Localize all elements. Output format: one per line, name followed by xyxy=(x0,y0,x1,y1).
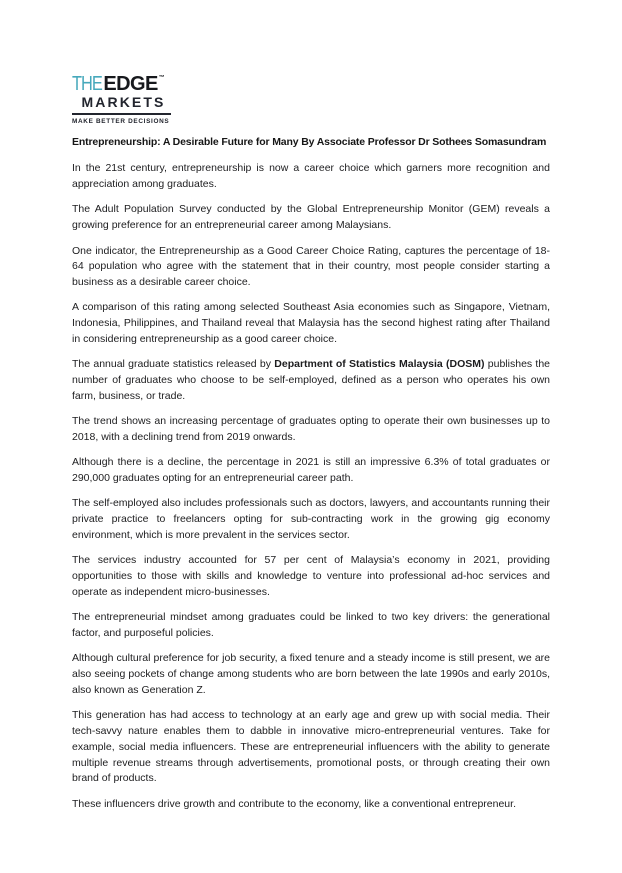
logo-edge-text: EDGE xyxy=(103,73,158,95)
logo-tagline: MAKE BETTER DECISIONS xyxy=(72,118,170,126)
paragraph-text-run: One indicator, the Entrepreneurship as a Good Career Choice Rating, captures the percentage of 18-64 population who agree with the statement that in their country, most people consider starting a business as a desirable career choice. xyxy=(72,244,550,289)
paragraph xyxy=(72,708,550,787)
article-title: Entrepreneurship: A Desirable Future for Many By Associate Professor Dr Sothees Somasundram xyxy=(72,136,547,149)
logo-divider xyxy=(72,113,171,115)
logo-trademark-symbol: ™ xyxy=(158,75,165,81)
paragraph-text-run: This generation has had access to technology at an early age and grew up with social media. Their tech-savvy nature enables them to dabble in innovative micro-entrepreneurial ventures. Take for example, social media influencers. These are entrepreneurial influencers with the ability to generate multiple revenue streams through advertisements, promotional posts, or through creating their own brand of products. xyxy=(72,709,550,785)
paragraph xyxy=(72,455,550,487)
paragraph-text-run: The annual graduate statistics released by xyxy=(72,358,275,371)
article-body xyxy=(72,161,550,812)
paragraph xyxy=(72,651,550,698)
paragraph xyxy=(72,300,550,347)
logo-markets-text: MARKETS xyxy=(81,94,166,110)
paragraph-text-run: A comparison of this rating among selected Southeast Asia economies such as Singapore, Vietnam, Indonesia, Philippines, and Thailand reveal that Malaysia has the second highest rating after Thailand in considering entrepreneurship as a good career choice. xyxy=(72,301,550,346)
paragraph-text-run: Although cultural preference for job security, a fixed tenure and a steady income is still present, we are also seeing pockets of change among students who are born between the late 1990s and early 2010s, also known as Generation Z. xyxy=(72,652,550,696)
paragraph-text-run: These influencers drive growth and contribute to the economy, like a conventional entrepreneur. xyxy=(72,797,516,810)
paragraph xyxy=(72,797,550,813)
paragraph-text-run: The trend shows an increasing percentage of graduates opting to operate their own businesses up to 2018, with a declining trend from 2019 onwards. xyxy=(72,415,550,444)
paragraph-bold-run: Department of Statistics Malaysia (DOSM) xyxy=(274,358,485,371)
paragraph xyxy=(72,244,550,291)
logo-the-text: THE xyxy=(72,73,102,95)
paragraph-text-run: In the 21st century, entrepreneurship is now a career choice which garners more recognition and appreciation among graduates. xyxy=(72,162,550,191)
paragraph xyxy=(72,414,550,446)
paragraph xyxy=(72,553,550,600)
paragraph xyxy=(72,496,550,543)
the-edge-markets-logo xyxy=(72,74,171,125)
paragraph-text-run: The Adult Population Survey conducted by the Global Entrepreneurship Monitor (GEM) reveals a growing preference for an entrepreneurial career among Malaysians. xyxy=(72,203,550,232)
paragraph-text-run: publishes the number of graduates who choose to be self-employed, defined as a person who operates his own farm, business, or trade. xyxy=(72,358,551,402)
paragraph-text-run: The entrepreneurial mindset among graduates could be linked to two key drivers: the generational factor, and purposeful policies. xyxy=(72,611,550,640)
paragraph xyxy=(72,161,550,193)
paragraph xyxy=(72,610,550,642)
paragraph xyxy=(72,202,550,234)
logo-wordmark xyxy=(72,74,171,94)
paragraph-text-run: The services industry accounted for 57 per cent of Malaysia’s economy in 2021, providing opportunities to those with skills and knowledge to venture into professional ad-hoc services and operate as independent micro-businesses. xyxy=(72,554,550,598)
paragraph-text-run: Although there is a decline, the percentage in 2021 is still an impressive 6.3% of total graduates or 290,000 graduates opting for an entrepreneurial career path. xyxy=(72,456,550,485)
paragraph xyxy=(72,357,550,404)
paragraph-text-run: The self-employed also includes professionals such as doctors, lawyers, and accountants running their private practice to freelancers opting for sub-contracting work in the growing gig economy environment, which is more prevalent in the services sector. xyxy=(72,497,550,542)
